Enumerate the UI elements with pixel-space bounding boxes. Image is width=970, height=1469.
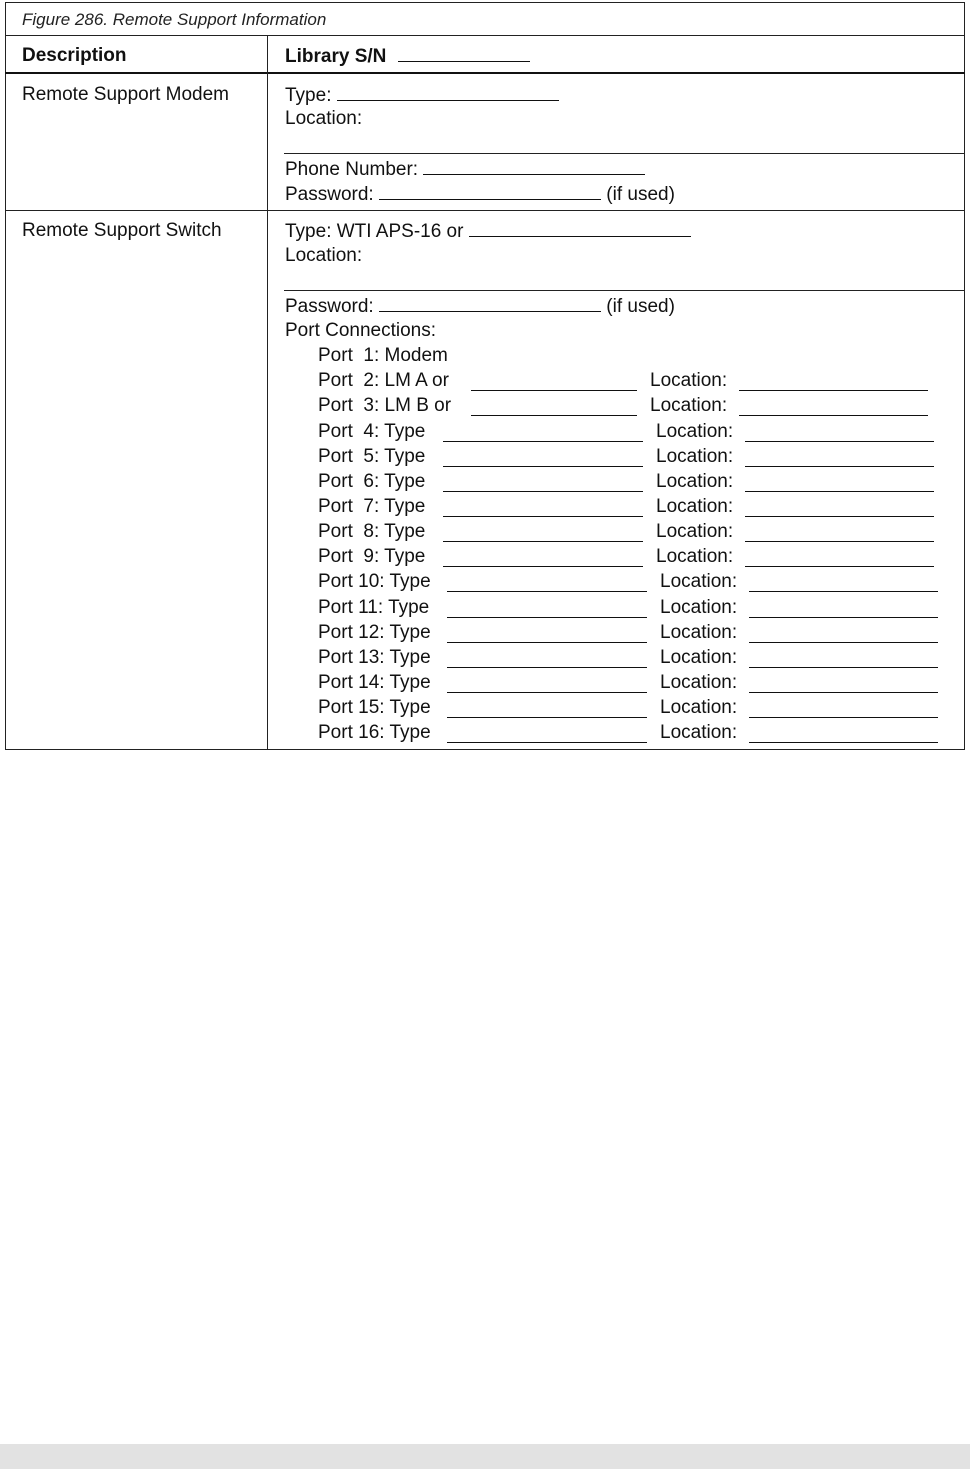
port-location-blank[interactable]	[739, 374, 928, 391]
port-1-row: Port 1: Modem	[318, 345, 448, 366]
page-footer-band	[0, 1444, 970, 1469]
switch-password: Password: (if used)	[285, 296, 675, 317]
port-location-blank[interactable]	[749, 575, 938, 592]
switch-password-blank[interactable]	[379, 295, 601, 312]
port-location-blank[interactable]	[749, 676, 938, 693]
port-type-blank[interactable]	[447, 651, 647, 668]
header-library-sn: Library S/N	[285, 45, 530, 68]
port-label: Port 13: Type	[318, 647, 431, 668]
port-location-blank[interactable]	[745, 425, 934, 442]
port-type-blank[interactable]	[443, 525, 643, 542]
port-type-blank[interactable]	[443, 500, 643, 517]
port-row	[318, 697, 958, 722]
port-connections-label: Port Connections:	[285, 320, 437, 341]
port-row	[318, 546, 958, 571]
library-sn-blank[interactable]	[398, 45, 530, 62]
port-location-label: Location:	[650, 370, 728, 391]
port-location-label: Location:	[660, 697, 738, 718]
port-type-blank[interactable]	[447, 575, 647, 592]
port-location-label: Location:	[660, 722, 738, 743]
port-location-label: Location:	[656, 471, 734, 492]
port-location-blank[interactable]	[749, 651, 938, 668]
port-row	[318, 722, 958, 747]
figure-caption: Figure 286. Remote Support Information	[22, 10, 327, 29]
port-label: Port 12: Type	[318, 622, 431, 643]
port-row	[318, 647, 958, 672]
port-type-blank[interactable]	[447, 701, 647, 718]
port-location-label: Location:	[656, 546, 734, 567]
port-row	[318, 446, 958, 471]
modem-location-blank[interactable]	[284, 153, 965, 154]
port-label: Port 5: Type	[318, 446, 426, 467]
modem-location-label: Location:	[285, 108, 363, 129]
port-label: Port 3: LM B or	[318, 395, 452, 416]
switch-location-blank[interactable]	[284, 290, 965, 291]
port-label: Port 15: Type	[318, 697, 431, 718]
port-type-blank[interactable]	[471, 399, 637, 416]
port-row	[318, 622, 958, 647]
caption-divider	[5, 35, 965, 36]
port-location-label: Location:	[656, 446, 734, 467]
port-type-blank[interactable]	[447, 676, 647, 693]
port-label: Port 16: Type	[318, 722, 431, 743]
port-row	[318, 672, 958, 697]
switch-type-blank[interactable]	[469, 220, 691, 237]
port-type-blank[interactable]	[447, 726, 647, 743]
switch-location-label: Location:	[285, 245, 363, 266]
port-label: Port 11: Type	[318, 597, 430, 618]
port-location-label: Location:	[656, 421, 734, 442]
port-location-label: Location:	[660, 571, 738, 592]
port-row	[318, 421, 958, 446]
port-label: Port 6: Type	[318, 471, 426, 492]
port-label: Port 8: Type	[318, 521, 426, 542]
modem-type-blank[interactable]	[337, 84, 559, 101]
port-type-blank[interactable]	[447, 601, 647, 618]
port-row	[318, 471, 958, 496]
port-label: Port 7: Type	[318, 496, 426, 517]
port-location-label: Location:	[650, 395, 728, 416]
port-row	[318, 370, 958, 395]
switch-description: Remote Support Switch	[22, 220, 222, 241]
modem-phone-blank[interactable]	[423, 158, 645, 175]
port-row	[318, 597, 958, 622]
port-location-blank[interactable]	[745, 475, 934, 492]
modem-type: Type:	[285, 84, 559, 107]
port-location-blank[interactable]	[745, 500, 934, 517]
modem-password: Password: (if used)	[285, 184, 675, 205]
row-divider	[5, 210, 965, 211]
port-label: Port 2: LM A or	[318, 370, 449, 391]
port-location-blank[interactable]	[749, 626, 938, 643]
port-type-blank[interactable]	[443, 450, 643, 467]
port-location-blank[interactable]	[749, 701, 938, 718]
port-label: Port 14: Type	[318, 672, 431, 693]
column-divider	[267, 35, 268, 750]
port-location-label: Location:	[656, 496, 734, 517]
header-description: Description	[22, 45, 127, 66]
port-location-blank[interactable]	[745, 525, 934, 542]
port-location-blank[interactable]	[749, 601, 938, 618]
header-divider	[5, 72, 965, 74]
switch-type: Type: WTI APS-16 or	[285, 220, 691, 243]
port-label: Port 4: Type	[318, 421, 426, 442]
port-type-blank[interactable]	[447, 626, 647, 643]
port-location-blank[interactable]	[745, 450, 934, 467]
port-location-blank[interactable]	[745, 550, 934, 567]
port-row	[318, 571, 958, 596]
modem-description: Remote Support Modem	[22, 84, 229, 105]
port-type-blank[interactable]	[443, 425, 643, 442]
port-type-blank[interactable]	[443, 475, 643, 492]
port-label: Port 9: Type	[318, 546, 426, 567]
port-location-label: Location:	[660, 672, 738, 693]
port-row	[318, 521, 958, 546]
modem-phone: Phone Number:	[285, 158, 645, 181]
port-type-blank[interactable]	[471, 374, 637, 391]
port-label: Port 10: Type	[318, 571, 431, 592]
modem-password-blank[interactable]	[379, 183, 601, 200]
port-location-label: Location:	[660, 647, 738, 668]
port-location-label: Location:	[660, 622, 738, 643]
port-type-blank[interactable]	[443, 550, 643, 567]
port-row	[318, 496, 958, 521]
port-location-blank[interactable]	[739, 399, 928, 416]
port-row	[318, 395, 958, 420]
port-location-label: Location:	[656, 521, 734, 542]
port-location-label: Location:	[660, 597, 738, 618]
port-location-blank[interactable]	[749, 726, 938, 743]
